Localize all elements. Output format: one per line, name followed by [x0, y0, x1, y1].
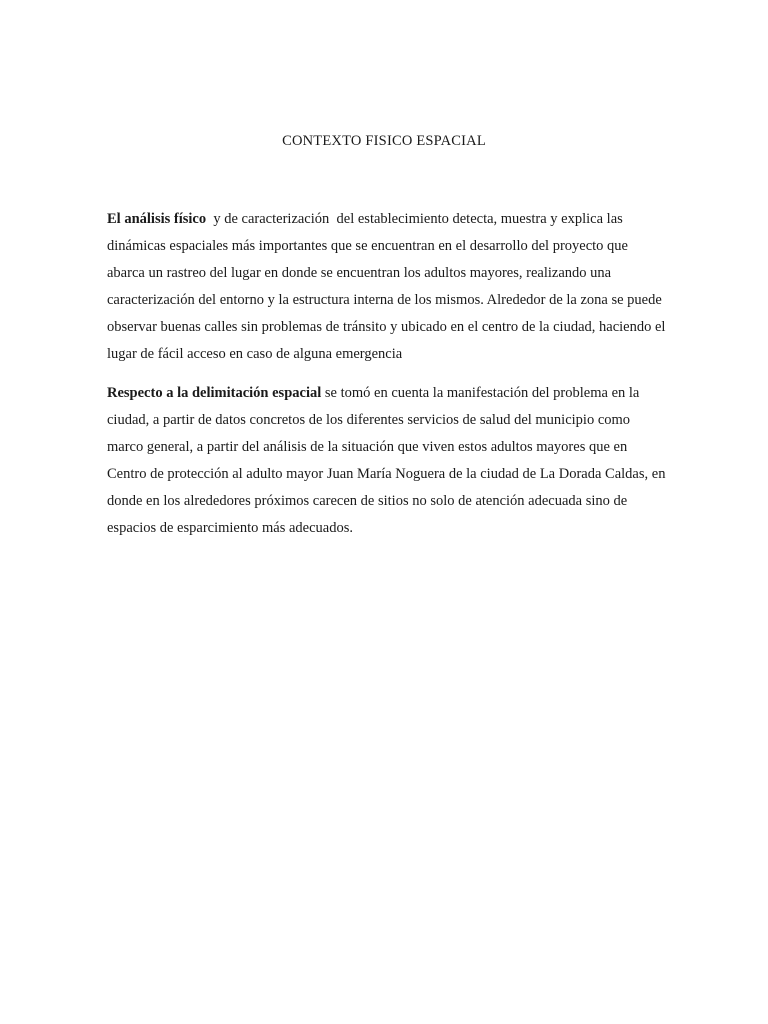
paragraph-body: y de caracterización del establecimiento detecta, muestra y explica las dinámicas espaciales más importantes que se encuentran en el desarrollo del proyecto que abarca un rastreo del lugar en donde se encuentran los adultos mayores, realizando una caracterización del entorno y la estructura interna de los mismos. Alrededor de la zona se puede observar buenas calles sin problemas de tránsito y ubicado en el centro de la ciudad, haciendo el lugar de fácil acceso en caso de alguna emergencia [107, 211, 670, 362]
paragraph-physical-analysis [107, 206, 670, 368]
paragraph-spatial-delimitation [107, 380, 667, 542]
paragraph-lead: El análisis físico [107, 211, 207, 227]
paragraph-body: se tomó en cuenta la manifestación del problema en la ciudad, a partir de datos concretos de los diferentes servicios de salud del municipio como marco general, a partir del análisis de la situación que viven estos adultos mayores que en Centro de protección al adulto mayor Juan María Noguera de la ciudad de La Dorada Caldas, en donde en los alrededores próximos carecen de sitios no solo de atención adecuada sino de espacios de esparcimiento más adecuados. [107, 385, 666, 536]
paragraph-lead: Respecto a la delimitación espacial [107, 385, 322, 401]
document-title: CONTEXTO FISICO ESPACIAL [282, 133, 486, 149]
